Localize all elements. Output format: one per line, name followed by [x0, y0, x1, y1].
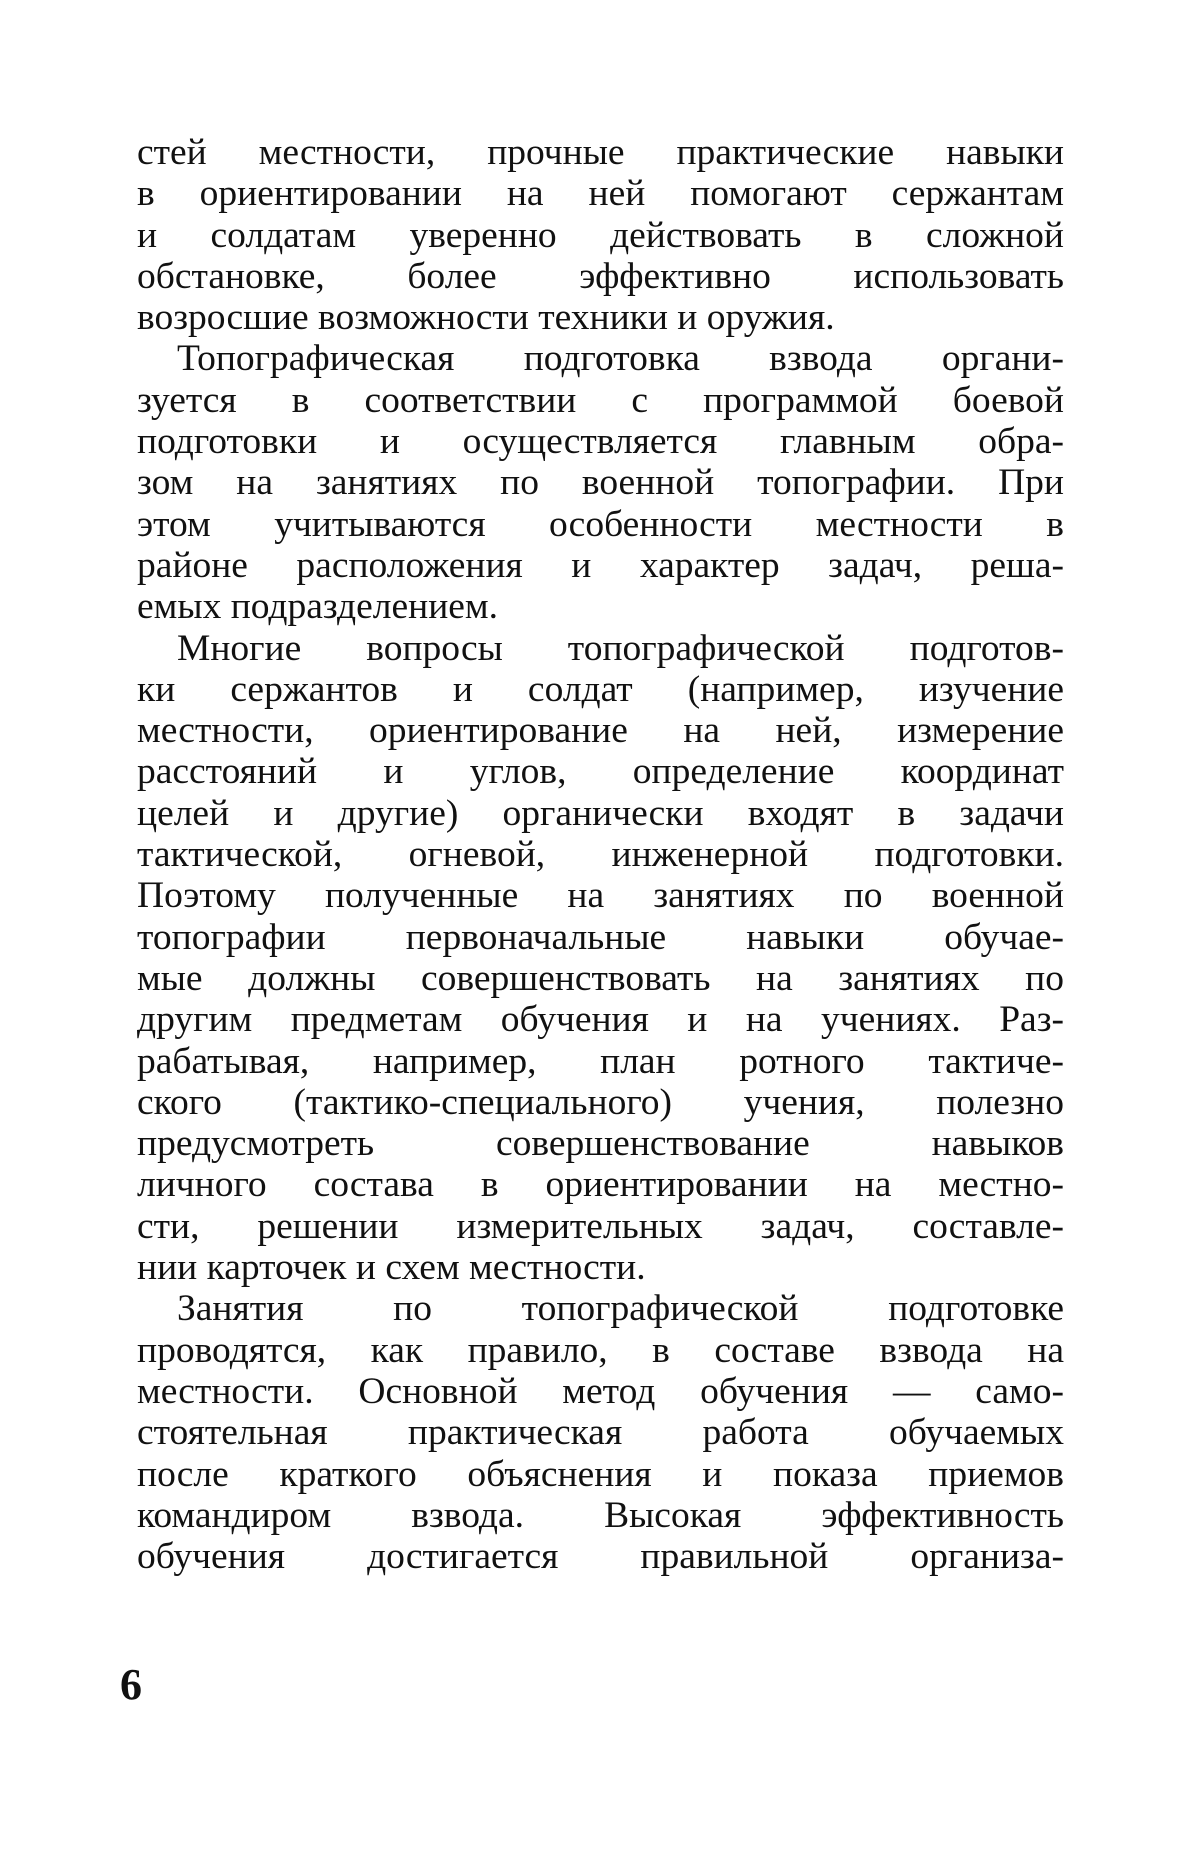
text-line: Поэтому полученные на занятиях по военной — [137, 875, 1064, 917]
paragraph — [137, 628, 1064, 1289]
text-line: после краткого объяснения и показа приемов — [137, 1453, 1064, 1495]
text-line: другим предметам обучения и на учениях. Раз- — [137, 999, 1064, 1041]
text-line: возросшие возможности техники и оружия. — [137, 297, 835, 339]
text-line: подготовки и осуществляется главным обра- — [137, 421, 1064, 463]
text-line: стоятельная практическая работа обучаемых — [137, 1412, 1064, 1454]
text-line: зом на занятиях по военной топографии. При — [137, 462, 1064, 504]
text-line: предусмотреть совершенствование навыков — [137, 1123, 1064, 1165]
text-line: сти, решении измерительных задач, составле- — [137, 1205, 1064, 1247]
text-line: рабатывая, например, план ротного тактиче- — [137, 1040, 1064, 1082]
body-text — [137, 132, 1064, 1577]
text-line: ки сержантов и солдат (например, изучение — [137, 668, 1064, 710]
text-line: ского (тактико-специального) учения, полезно — [137, 1081, 1064, 1123]
text-line: в ориентировании на ней помогают сержантам — [137, 173, 1064, 215]
text-line: Многие вопросы топографической подготов- — [177, 627, 1064, 669]
text-line: Топографическая подготовка взвода органи- — [177, 338, 1064, 380]
text-line: топографии первоначальные навыки обучае- — [137, 916, 1064, 958]
text-line: районе расположения и характер задач, реша- — [137, 544, 1064, 586]
text-line: мые должны совершенствовать на занятиях по — [137, 957, 1064, 999]
text-line: обучения достигается правильной организа- — [137, 1536, 1064, 1578]
paragraph — [137, 338, 1064, 627]
text-line: Занятия по топографической подготовке — [177, 1288, 1064, 1330]
text-line: нии карточек и схем местности. — [137, 1247, 646, 1289]
text-line: местности. Основной метод обучения — само- — [137, 1370, 1064, 1412]
text-line: целей и другие) органически входят в задачи — [137, 792, 1064, 834]
text-line: зуется в соответствии с программой боевой — [137, 379, 1064, 421]
text-line: емых подразделением. — [137, 586, 499, 628]
text-line: и солдатам уверенно действовать в сложной — [137, 214, 1064, 256]
page-number: 6 — [120, 1660, 142, 1709]
text-line: этом учитываются особенности местности в — [137, 503, 1064, 545]
paragraph — [137, 1288, 1064, 1577]
text-line: командиром взвода. Высокая эффективность — [137, 1494, 1064, 1536]
paragraph — [137, 132, 1064, 338]
text-line: обстановке, более эффективно использовать — [137, 255, 1064, 297]
text-line: тактической, огневой, инженерной подготовки. — [137, 834, 1064, 876]
text-line: расстояний и углов, определение координат — [137, 751, 1064, 793]
text-line: местности, ориентирование на ней, измерение — [137, 710, 1064, 752]
text-line: стей местности, прочные практические навыки — [137, 132, 1064, 173]
text-line: личного состава в ориентировании на местно- — [137, 1164, 1064, 1206]
text-line: проводятся, как правило, в составе взвода на — [137, 1329, 1064, 1371]
